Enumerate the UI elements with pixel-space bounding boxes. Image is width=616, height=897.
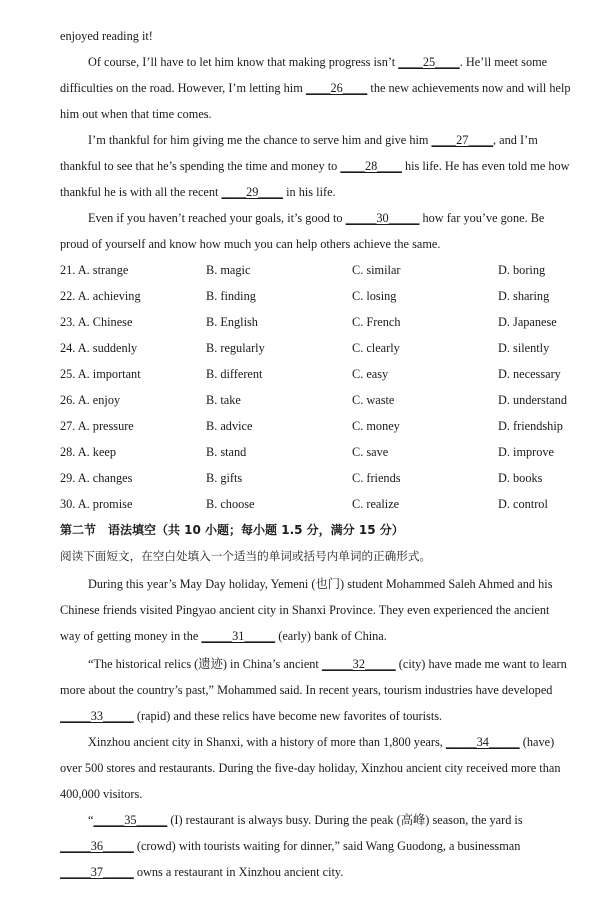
blank-31[interactable]: _____31_____ bbox=[201, 629, 276, 643]
option-29-d[interactable]: D. books bbox=[498, 471, 543, 485]
option-26-d[interactable]: D. understand bbox=[498, 393, 567, 407]
passage2-line-5: more about the country’s past,” Mohammed said. In recent years, tourism industries have developed bbox=[60, 683, 553, 697]
question-28-options bbox=[60, 444, 588, 460]
option-25-b[interactable]: B. different bbox=[206, 367, 263, 381]
question-29-options bbox=[60, 470, 588, 486]
passage2-line-11: _____36_____ (crowd) with tourists waiting for dinner,” said Wang Guodong, a businessman bbox=[60, 839, 521, 853]
blank-30[interactable]: _____30_____ bbox=[345, 211, 420, 225]
option-21-a[interactable]: 21. A. strange bbox=[60, 263, 129, 277]
passage2-line-9: 400,000 visitors. bbox=[60, 787, 143, 801]
blank-35[interactable]: _____35_____ bbox=[93, 813, 168, 827]
passage1-line-8: proud of yourself and know how much you can help others achieve the same. bbox=[60, 237, 441, 251]
option-24-d[interactable]: D. silently bbox=[498, 341, 550, 355]
option-24-b[interactable]: B. regularly bbox=[206, 341, 265, 355]
passage1-line-5: thankful to see that he’s spending the time and money to ____28____ his life. He has even told me how bbox=[60, 159, 570, 173]
passage1-line-0: enjoyed reading it! bbox=[60, 29, 153, 43]
option-30-b[interactable]: B. choose bbox=[206, 497, 255, 511]
option-24-c[interactable]: C. clearly bbox=[352, 341, 400, 355]
option-27-b[interactable]: B. advice bbox=[206, 419, 253, 433]
question-27-options bbox=[60, 418, 588, 434]
option-26-a[interactable]: 26. A. enjoy bbox=[60, 393, 121, 407]
passage1-line-2: difficulties on the road. However, I’m letting him ____26____ the new achievements now and will help bbox=[60, 81, 571, 95]
question-26-options bbox=[60, 392, 588, 408]
option-29-b[interactable]: B. gifts bbox=[206, 471, 243, 485]
option-22-d[interactable]: D. sharing bbox=[498, 289, 550, 303]
passage2-line-6: _____33_____ (rapid) and these relics have become new favorites of tourists. bbox=[60, 709, 443, 723]
option-28-b[interactable]: B. stand bbox=[206, 445, 247, 459]
passage2-line-3: way of getting money in the _____31_____ (early) bank of China. bbox=[60, 629, 387, 643]
passage2-line-4: “The historical relics (遗迹) in China’s ancient _____32_____ (city) have made me want to learn bbox=[88, 657, 567, 671]
option-30-d[interactable]: D. control bbox=[498, 497, 548, 511]
passage1-line-3: him out when that time comes. bbox=[60, 107, 212, 121]
section-2-instruction: 阅读下面短文，在空白处填入一个适当的单词或括号内单词的正确形式。 bbox=[60, 549, 432, 563]
passage1-line-1: Of course, I’ll have to let him know that making progress isn’t ____25____. He’ll meet some bbox=[88, 55, 548, 69]
option-21-c[interactable]: C. similar bbox=[352, 263, 401, 277]
option-27-a[interactable]: 27. A. pressure bbox=[60, 419, 134, 433]
passage1-line-4: I’m thankful for him giving me the chance to serve him and give him ____27____, and I’m bbox=[88, 133, 538, 147]
option-26-b[interactable]: B. take bbox=[206, 393, 241, 407]
option-25-a[interactable]: 25. A. important bbox=[60, 367, 141, 381]
question-23-options bbox=[60, 314, 588, 330]
passage2-line-2: Chinese friends visited Pingyao ancient city in Shanxi Province. They even experienced the ancient bbox=[60, 603, 550, 617]
option-25-d[interactable]: D. necessary bbox=[498, 367, 561, 381]
option-23-b[interactable]: B. English bbox=[206, 315, 258, 329]
option-21-d[interactable]: D. boring bbox=[498, 263, 546, 277]
passage1-line-6: thankful he is with all the recent ____29____ in his life. bbox=[60, 185, 336, 199]
passage2-line-1: During this year’s May Day holiday, Yemeni (也门) student Mohammed Saleh Ahmed and his bbox=[88, 577, 553, 591]
passage2-line-7: Xinzhou ancient city in Shanxi, with a history of more than 1,800 years, _____34_____ (have) bbox=[88, 735, 555, 749]
option-22-a[interactable]: 22. A. achieving bbox=[60, 289, 141, 303]
blank-28[interactable]: ____28____ bbox=[340, 159, 402, 173]
blank-33[interactable]: _____33_____ bbox=[60, 709, 134, 723]
option-28-c[interactable]: C. save bbox=[352, 445, 389, 459]
passage1-line-7: Even if you haven’t reached your goals, it’s good to _____30_____ how far you’ve gone. Be bbox=[88, 211, 545, 225]
option-27-c[interactable]: C. money bbox=[352, 419, 400, 433]
question-24-options bbox=[60, 340, 588, 356]
passage2-line-12: _____37_____ owns a restaurant in Xinzhou ancient city. bbox=[60, 865, 344, 879]
option-24-a[interactable]: 24. A. suddenly bbox=[60, 341, 138, 355]
blank-26[interactable]: ____26____ bbox=[305, 81, 368, 95]
option-30-a[interactable]: 30. A. promise bbox=[60, 497, 133, 511]
option-22-c[interactable]: C. losing bbox=[352, 289, 397, 303]
blank-25[interactable]: ____25____ bbox=[398, 55, 460, 69]
option-26-c[interactable]: C. waste bbox=[352, 393, 395, 407]
option-23-a[interactable]: 23. A. Chinese bbox=[60, 315, 133, 329]
option-23-c[interactable]: C. French bbox=[352, 315, 401, 329]
question-25-options bbox=[60, 366, 588, 382]
option-22-b[interactable]: B. finding bbox=[206, 289, 256, 303]
blank-36[interactable]: _____36_____ bbox=[60, 839, 134, 853]
section-2-heading: 第二节 语法填空（共 10 小题；每小题 1.5 分，满分 15 分） bbox=[60, 523, 404, 537]
option-29-c[interactable]: C. friends bbox=[352, 471, 401, 485]
blank-32[interactable]: _____32_____ bbox=[321, 657, 396, 671]
question-22-options bbox=[60, 288, 588, 304]
blank-29[interactable]: ____29____ bbox=[221, 185, 284, 199]
option-21-b[interactable]: B. magic bbox=[206, 263, 251, 277]
blank-37[interactable]: _____37_____ bbox=[60, 865, 134, 879]
option-29-a[interactable]: 29. A. changes bbox=[60, 471, 133, 485]
blank-27[interactable]: ____27____ bbox=[431, 133, 494, 147]
option-28-d[interactable]: D. improve bbox=[498, 445, 555, 459]
question-30-options bbox=[60, 496, 588, 512]
question-21-options bbox=[60, 262, 588, 278]
passage2-line-8: over 500 stores and restaurants. During the five-day holiday, Xinzhou ancient city received more than bbox=[60, 761, 561, 775]
option-23-d[interactable]: D. Japanese bbox=[498, 315, 557, 329]
option-25-c[interactable]: C. easy bbox=[352, 367, 389, 381]
option-27-d[interactable]: D. friendship bbox=[498, 419, 563, 433]
passage2-line-10: “_____35_____ (I) restaurant is always busy. During the peak (高峰) season, the yard is bbox=[88, 813, 523, 827]
option-28-a[interactable]: 28. A. keep bbox=[60, 445, 117, 459]
option-30-c[interactable]: C. realize bbox=[352, 497, 400, 511]
blank-34[interactable]: _____34_____ bbox=[445, 735, 520, 749]
